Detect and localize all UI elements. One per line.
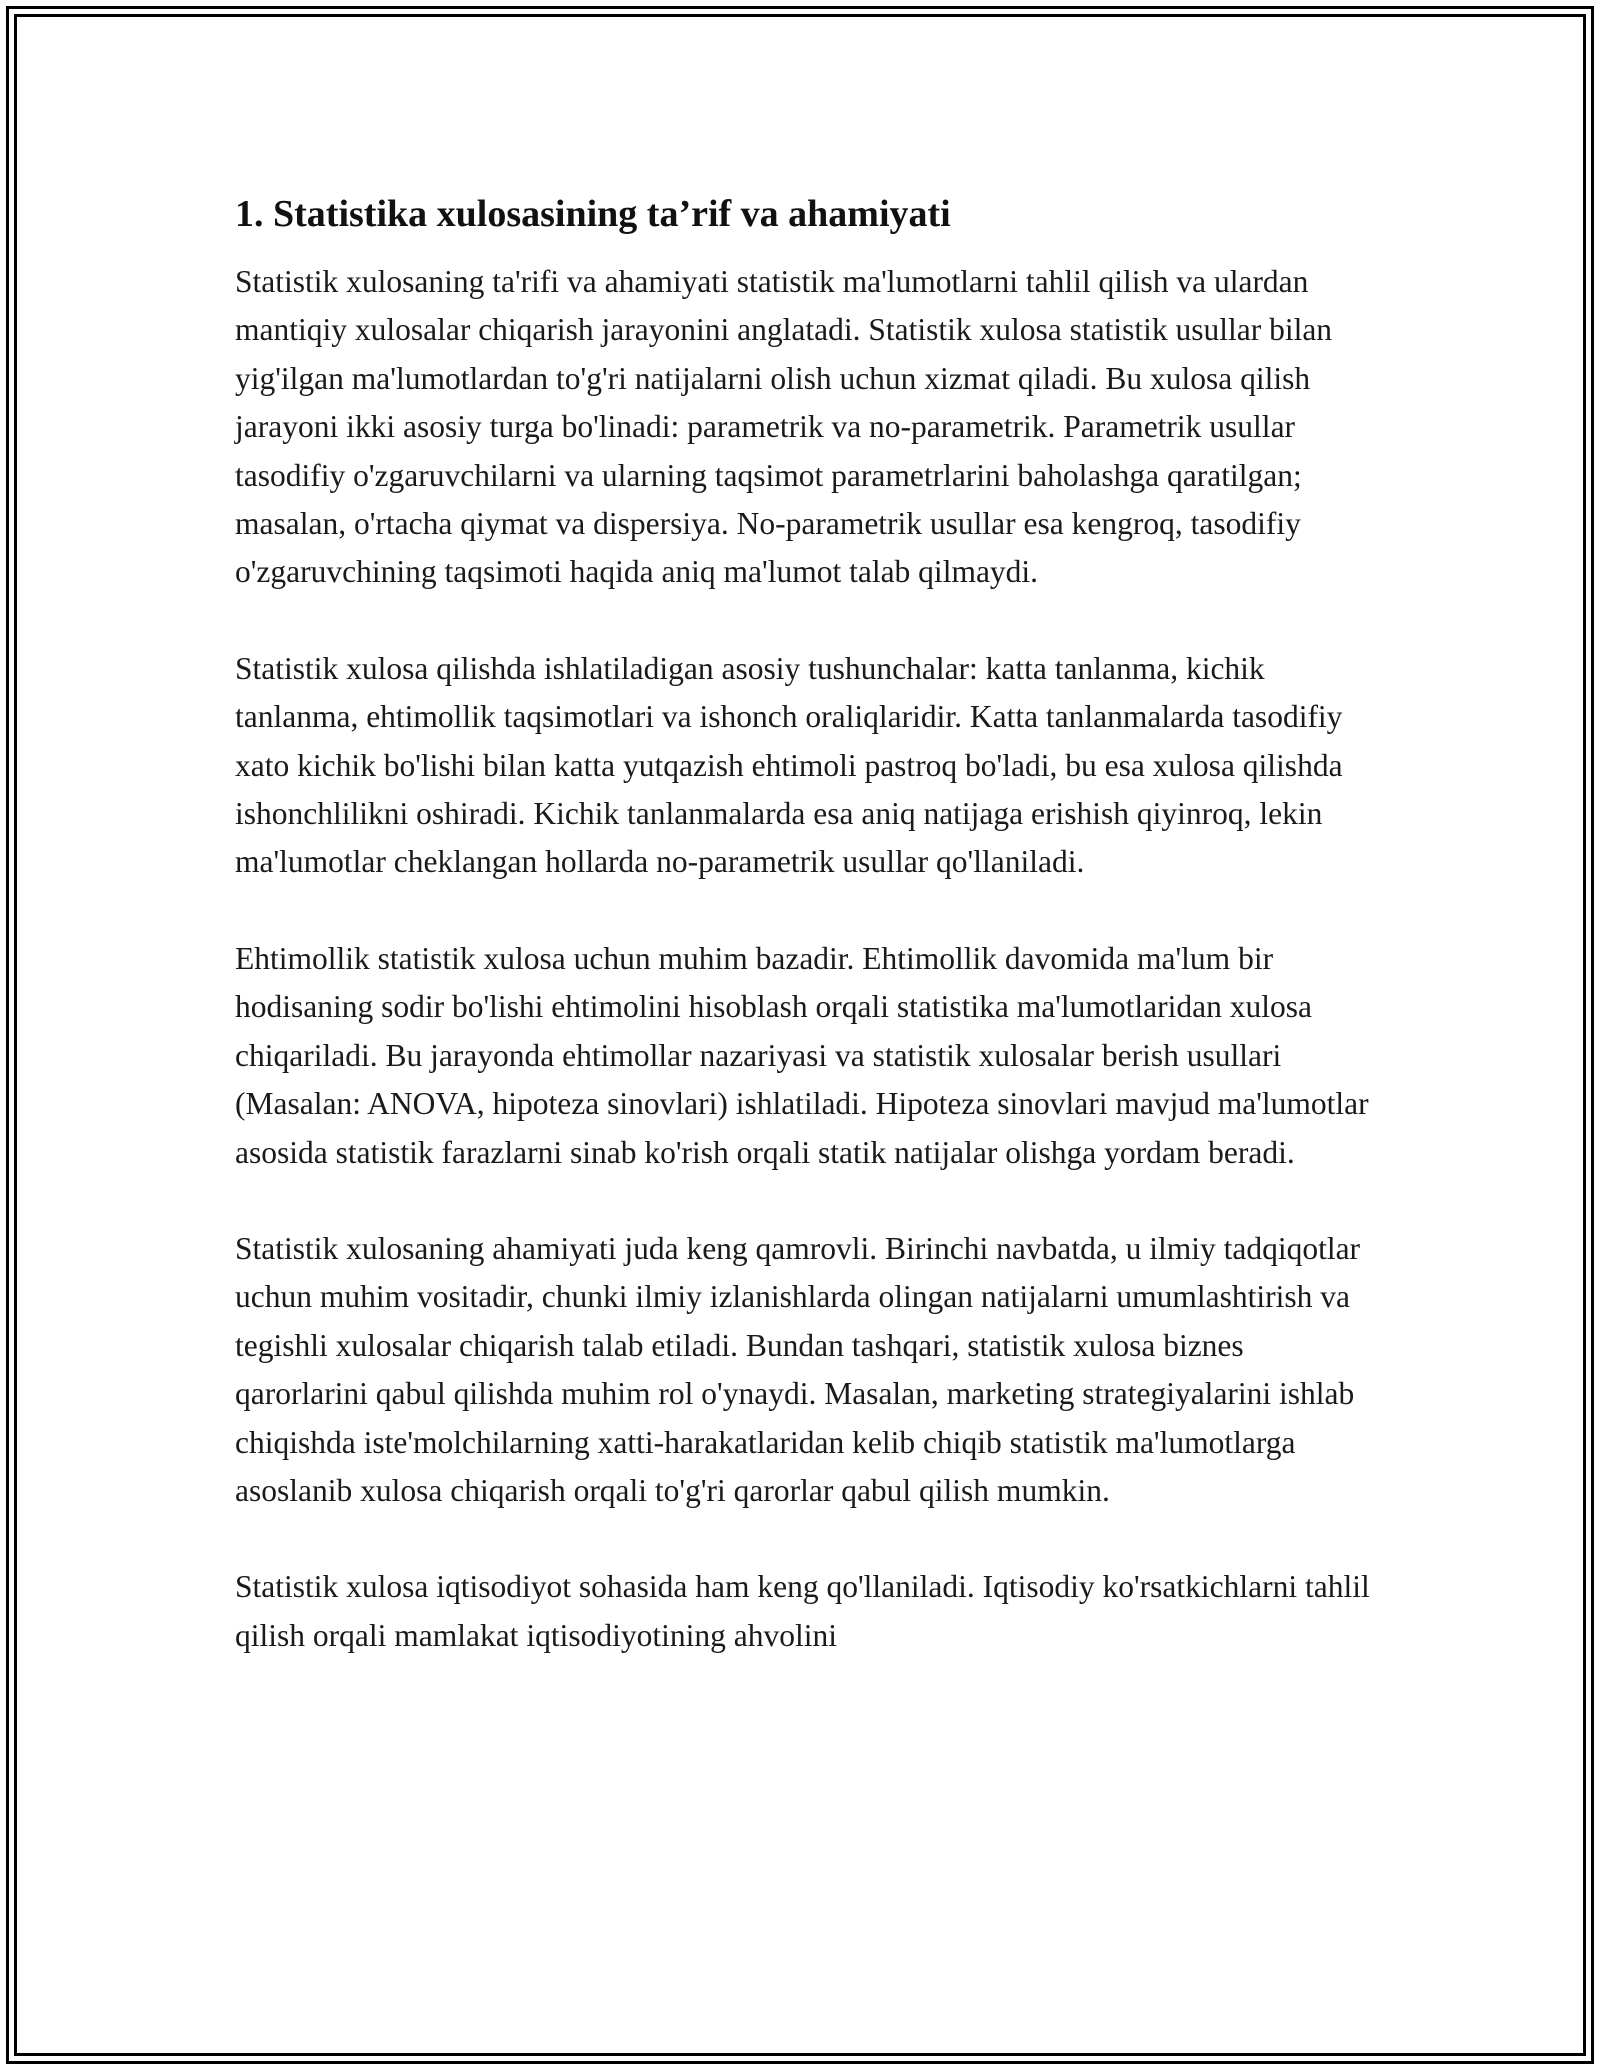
paragraph-probability: Ehtimollik statistik xulosa uchun muhim bazadir. Ehtimollik davomida ma'lum bir hodisaning sodir bo'lishi ehtimolini hisoblash orqali statistika ma'lumotlaridan xulosa chiqariladi. Bu jarayonda ehtimollar nazariyasi va statistik xulosalar berish usullari (Masalan: ANOVA, hipoteza sinovlari) ishlatiladi. Hipoteza sinovlari mavjud ma'lumotlar asosida statistik farazlarni sinab ko'rish orqali statik natijalar olishga yordam beradi. [235, 940, 1369, 1170]
paragraph-key-concepts: Statistik xulosa qilishda ishlatiladigan asosiy tushunchalar: katta tanlanma, kichik tanlanma, ehtimollik taqsimotlari va ishonch oraliqlaridir. Katta tanlanmalarda tasodifiy xato kichik bo'lishi bilan katta yutqazish ehtimoli pastroq bo'ladi, bu esa xulosa qilishda ishonchlilikni oshiradi. Kichik tanlanmalarda esa aniq natijaga erishish qiyinroq, lekin ma'lumotlar cheklangan hollarda no-parametrik usullar qo'llaniladi. [235, 650, 1343, 880]
paragraph-definition: Statistik xulosaning ta'rifi va ahamiyati statistik ma'lumotlarni tahlil qilish va ulardan mantiqiy xulosalar chiqarish jarayonini anglatadi. Statistik xulosa statistik usullar bilan yig'ilgan ma'lumotlardan to'g'ri natijalarni olish uchun xizmat qiladi. Bu xulosa qilish jarayoni ikki asosiy turga bo'linadi: parametrik va no-parametrik. Parametrik usullar tasodifiy o'zgaruvchilarni va ularning taqsimot parametrlarini baholashga qaratilgan; masalan, o'rtacha qiymat va dispersiya. No-parametrik usullar esa kengroq, tasodifiy o'zgaruvchining taqsimoti haqida aniq ma'lumot talab qilmaydi. [235, 264, 1333, 590]
section-heading: 1. Statistika xulosasining ta’rif va ahamiyati [235, 193, 951, 235]
document-body [235, 188, 1375, 1708]
paragraph-economics: Statistik xulosa iqtisodiyot sohasida ham keng qo'llaniladi. Iqtisodiy ko'rsatkichlarni tahlil qilish orqali mamlakat iqtisodiyotining ahvolini [235, 1569, 1370, 1653]
paragraph-importance: Statistik xulosaning ahamiyati juda keng qamrovli. Birinchi navbatda, u ilmiy tadqiqotlar uchun muhim vositadir, chunki ilmiy izlanishlarda olingan natijalarni umumlashtirish va tegishli xulosalar chiqarish talab etiladi. Bundan tashqari, statistik xulosa biznes qarorlarini qabul qilishda muhim rol o'ynaydi. Masalan, marketing strategiyalarini ishlab chiqishda iste'molchilarning xatti-harakatlaridan kelib chiqib statistik ma'lumotlarga asoslanib xulosa chiqarish orqali to'g'ri qarorlar qabul qilish mumkin. [235, 1230, 1361, 1508]
